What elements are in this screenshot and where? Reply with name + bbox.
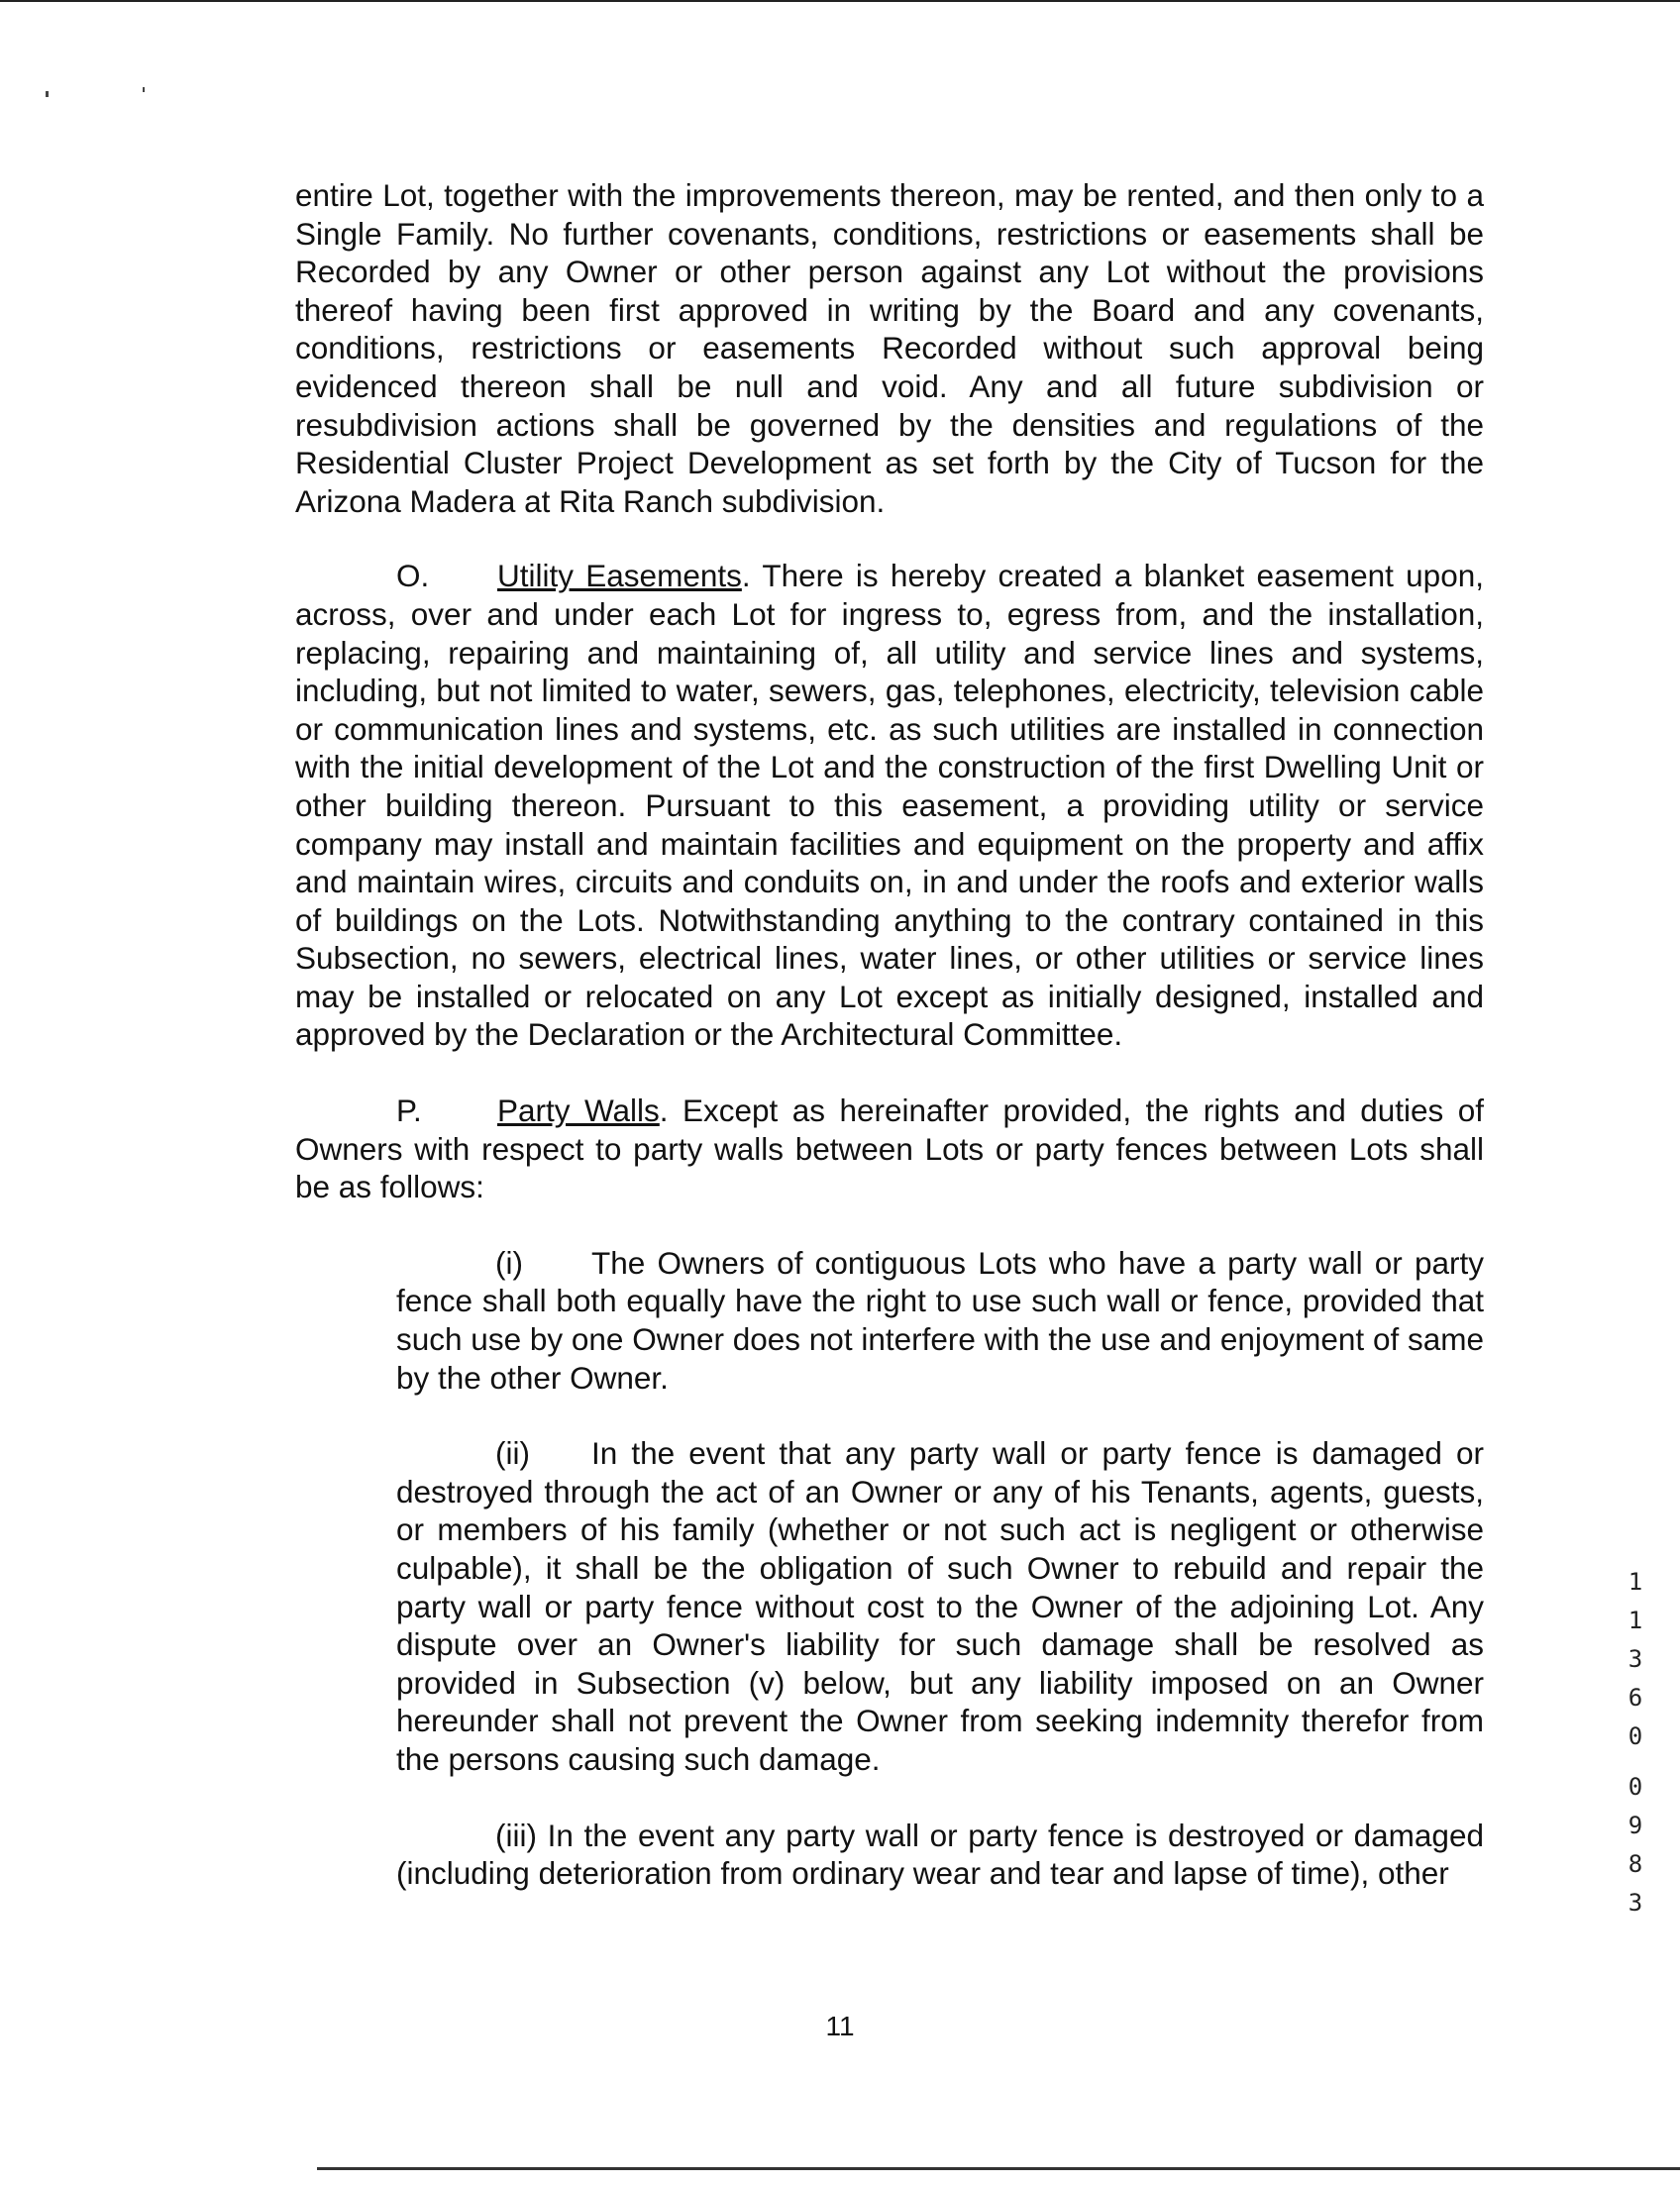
subsection-i-paragraph — [396, 1244, 1484, 1397]
section-p-heading: Party Walls — [497, 1092, 660, 1129]
section-p-paragraph — [295, 1092, 1484, 1206]
stamp-char: 3 — [1628, 1889, 1643, 1917]
subsection-iii-paragraph — [396, 1817, 1484, 1893]
subsection-ii-paragraph — [396, 1434, 1484, 1778]
stamp-char: 6 — [1628, 1684, 1643, 1712]
stamp-char: 1 — [1628, 1607, 1643, 1634]
section-p-body: . Except as hereinafter provided, the rights and duties of Owners with respect to party walls between Lots or party fences between Lots shall be as follows: — [295, 1092, 1484, 1205]
subsection-iii-body: In the event any party wall or party fence is destroyed or damaged (including deterioration from ordinary wear and tear and lapse of time), other — [396, 1817, 1484, 1892]
stamp-char: 9 — [1628, 1812, 1643, 1839]
section-o-body: . There is hereby created a blanket easement upon, across, over and under each Lot for ingress to, egress from, and the installation, replacing, repairing and maintaining of, all utility and service lines and systems, including, but not limited to water, sewers, gas, telephones, electricity, television cable or communication lines and systems, etc. as such utilities are installed in connection with the initial development of the Lot and the construction of the first Dwelling Unit or other building thereon. Pursuant to this easement, a providing utility or service company may install and maintain facilities and equipment on the property and affix and maintain wires, circuits and conduits on, in and under the roofs and exterior walls of buildings on the Lots. Notwithstanding anything to the contrary contained in this Subsection, no sewers, electrical lines, water lines, or other utilities or service lines may be installed or relocated on any Lot except as initially designed, installed and approved by the Declaration or the Architectural Committee. — [295, 558, 1484, 1053]
stamp-char: 1 — [1628, 1568, 1643, 1596]
stamp-char: 8 — [1628, 1850, 1643, 1878]
section-o-paragraph — [295, 557, 1484, 1054]
subsection-ii-body: In the event that any party wall or party fence is damaged or destroyed through the act of an Owner or any of his Tenants, agents, guests, or members of his family (whether or not such act is negligent or otherwise culpable), it shall be the obligation of such Owner to rebuild and repair the party wall or party fence without cost to the Owner of the adjoining Lot. Any dispute over an Owner's liability for such damage shall be resolved as provided in Subsection (v) below, but any liability imposed on an Owner hereunder shall not prevent the Owner from seeking indemnity therefor from the persons causing such damage. — [396, 1435, 1484, 1777]
stamp-char: 0 — [1628, 1773, 1643, 1801]
subsection-iii-marker: (iii) — [495, 1817, 537, 1853]
bottom-scan-edge — [317, 2167, 1680, 2170]
page-number: 11 — [825, 2011, 855, 2041]
subsection-i-body: The Owners of contiguous Lots who have a party wall or party fence shall both equally have the right to use such wall or fence, provided that such use by one Owner does not interfere with the use and enjoyment of same by the other Owner. — [396, 1244, 1484, 1396]
section-o-heading: Utility Easements — [497, 558, 742, 594]
top-scan-edge — [0, 0, 1680, 2]
paragraph-n-continuation: entire Lot, together with the improvements thereon, may be rented, and then only to a Single Family. No further covenants, conditions, restrictions or easements shall be Recorded by any Owner or other person against any Lot without the provisions thereof having been first approved in writing by the Board and any covenants, conditions, restrictions or easements Recorded without such approval being evidenced thereon shall be null and void. Any and all future subdivision or resubdivision actions shall be governed by the densities and regulations of the Residential Cluster Project Development as set forth by the City of Tucson for the Arizona Madera at Rita Ranch subdivision. — [295, 177, 1484, 519]
scan-mark-right — [143, 87, 145, 92]
section-p-marker: P. — [396, 1092, 422, 1129]
stamp-char: 3 — [1628, 1645, 1643, 1673]
section-o-marker: O. — [396, 558, 430, 594]
stamp-char: 0 — [1628, 1722, 1643, 1750]
document-page — [295, 176, 1484, 1893]
subsection-ii-marker: (ii) — [495, 1435, 530, 1472]
recording-stamp-top — [1625, 1563, 1646, 1756]
recording-stamp-bottom — [1625, 1768, 1646, 1923]
subsection-i-marker: (i) — [495, 1244, 523, 1281]
scan-mark-left — [46, 91, 49, 97]
